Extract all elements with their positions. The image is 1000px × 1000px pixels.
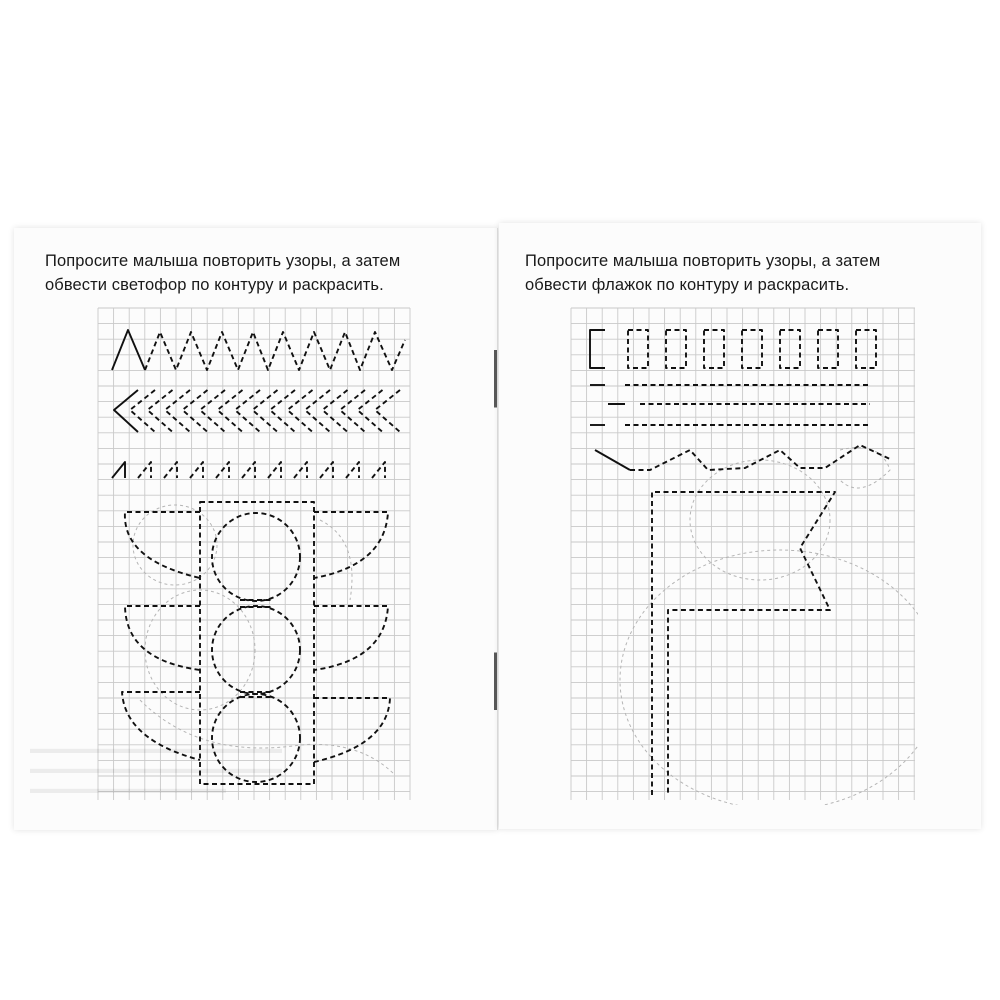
square: [628, 330, 648, 368]
chevron: [323, 390, 348, 432]
chevron: [340, 390, 365, 432]
flag-worksheet: [568, 305, 918, 805]
chevron: [305, 390, 330, 432]
book-spine: [494, 350, 497, 710]
traffic-light-worksheet: [95, 305, 415, 805]
square-pattern: [590, 330, 605, 368]
chevron-copies: [148, 390, 401, 432]
grid-right: [571, 308, 915, 800]
square: [666, 330, 686, 368]
show-through-text: ▬▬▬▬▬▬▬▬▬▬▬▬▬▬▬▬▬▬ ▬▬▬▬▬▬▬▬▬▬▬▬▬▬▬▬▬▬ ▬▬▬▬▬▬▬▬▬▬▬▬▬▬: [30, 740, 282, 796]
right-instruction-line-2: обвести флажок по контуру и раскрасить.: [525, 276, 850, 294]
line-pattern: [590, 385, 870, 425]
chevron: [288, 390, 313, 432]
chevron: [183, 390, 208, 432]
chevron: [200, 390, 225, 432]
square: [704, 330, 724, 368]
faint-bear-illustration: [133, 505, 395, 775]
flag-outline: [652, 492, 835, 795]
right-instruction-line-1: Попросите малыша повторить узоры, а затем: [525, 252, 881, 270]
square-copies: [628, 330, 876, 368]
chevron: [270, 390, 295, 432]
chevron-pattern: [114, 390, 155, 432]
right-instruction: [525, 249, 880, 297]
chevron: [165, 390, 190, 432]
chevron: [253, 390, 278, 432]
left-instruction: [45, 249, 400, 297]
square: [856, 330, 876, 368]
mountain-pattern: [112, 330, 405, 370]
square: [742, 330, 762, 368]
square: [780, 330, 800, 368]
left-instruction-line-1: Попросите малыша повторить узоры, а затем: [45, 252, 401, 270]
left-instruction-line-2: обвести светофор по контуру и раскрасить.: [45, 276, 384, 294]
